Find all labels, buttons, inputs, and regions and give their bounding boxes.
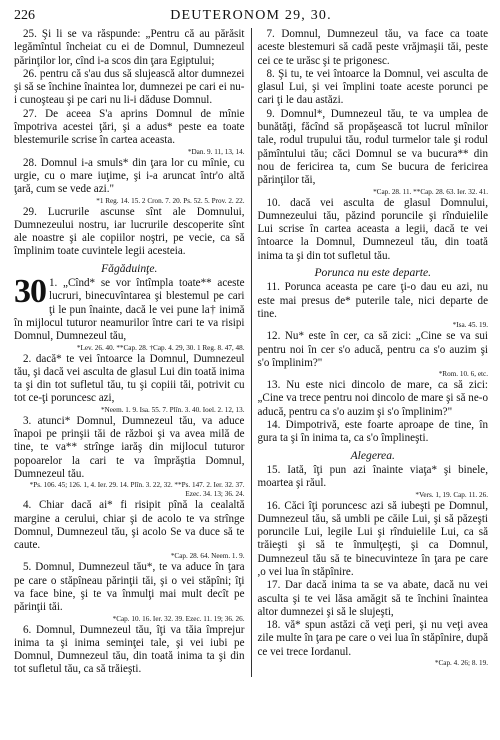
cross-reference-footnote: *Isa. 45. 19. bbox=[452, 321, 488, 330]
verse: 15. Iată, îţi pun azi înainte viaţa* şi binele, moartea şi răul. bbox=[257, 463, 488, 490]
verse: 6. Domnul, Dumnezeul tău, îţi va tăia împrejur inima ta şi inima seminţei tale, şi vei iubi pe Domnul, Dumnezeul tău, din toată inima ta şi din tot sufletul tău, ca să trăieşti. bbox=[14, 623, 245, 676]
verse: 8. Şi tu, te vei întoarce la Domnul, vei asculta de glasul Lui, şi vei împlini toate aceste porunci pe cari ţi le dau astăzi. bbox=[257, 67, 488, 107]
section-heading: Alegerea. bbox=[350, 448, 395, 462]
cross-reference-footnote: *Ps. 106. 45; 126. 1, 4. Ier. 29. 14. Plîn. 3. 22, 32. **Ps. 147. 2. Ier. 32. 37. Ezec. 34. 13; 36. 24. bbox=[29, 481, 245, 499]
cross-reference-footnote: *Cap. 10. 16. Ier. 32. 39. Ezec. 11. 19; 36. 26. bbox=[112, 614, 245, 623]
chapter-number: 30 bbox=[14, 273, 46, 311]
verse: 17. Dar dacă inima ta se va abate, dacă nu vei asculta şi te vei lăsa amăgit să te închini înaintea altor dumnezei şi să le slujeşti, bbox=[257, 579, 488, 618]
verse: 14. Dimpotrivă, este foarte aproape de tine, în gura ta şi în inima ta, ca s'o împlineşti. bbox=[257, 419, 488, 445]
verse: 7. Domnul, Dumnezeul tău, va face ca toate aceste blestemuri să cadă peste vrăjmaşii tăi, peste cei ce te urăsc şi te prigonesc. bbox=[257, 28, 488, 67]
cross-reference-footnote: *Cap. 28. 64. Neem. 1. 9. bbox=[170, 552, 245, 561]
cross-reference-footnote: *Cap. 28. 11. **Cap. 28. 63. Ier. 32. 41. bbox=[373, 187, 488, 196]
cross-reference-footnote: *Lev. 26. 40. **Cap. 28. †Cap. 4. 29, 30. 1 Reg. 8. 47, 48. bbox=[76, 343, 245, 352]
verse: 4. Chiar dacă ai* fi risipit pînă la cealaltă margine a cerului, chiar şi de acolo te va strînge Domnul, Dumnezeul tău, şi acolo Se va duce să te caute. bbox=[14, 499, 245, 552]
chapter-start-verse bbox=[14, 273, 245, 343]
verse: 10. dacă vei asculta de glasul Domnului, Dumnezeului tău, păzind poruncile şi rînduielile Lui scrise în cartea aceasta a legii, dacă te vei întoarce la Domnul, Dumnezeul tău, din toată inima ta şi din tot sufletul tău. bbox=[257, 196, 488, 262]
cross-reference-footnote: *Cap. 4. 26; 8. 19. bbox=[434, 659, 488, 668]
verse-text: 1. „Cînd* se vor întîmpla toate** aceste lucruri, binecuvîntarea şi blestemul pe cari ţi le pun înainte, dacă le vei pune la† inimă în mijlocul tuturor neamurilor între cari te va risipi Domnul, Dumnezeul tău, bbox=[14, 277, 245, 343]
verse: 5. Domnul, Dumnezeul tău*, te va aduce în ţara pe care o stăpîneau părinţii tăi, şi o vei stăpîni; îţi va face bine, şi te va înmulţi mai mult decît pe părinţii tăi. bbox=[14, 561, 245, 614]
left-column bbox=[14, 28, 251, 677]
cross-reference-footnote: *1 Reg. 14. 15. 2 Cron. 7. 20. Ps. 52. 5. Prov. 2. 22. bbox=[96, 196, 245, 205]
verse: 28. Domnul i-a smuls* din ţara lor cu mînie, cu urgie, cu o mare iuţime, şi i-a aruncat într'o altă ţară, cum se vede azi." bbox=[14, 156, 245, 196]
two-column-body bbox=[14, 28, 488, 677]
verse: 11. Porunca aceasta pe care ţi-o dau eu azi, nu este mai presus de* puterile tale, nici departe de tine. bbox=[257, 281, 488, 320]
cross-reference-footnote: *Neem. 1. 9. Isa. 55. 7. Plîn. 3. 40. Ioel. 2. 12, 13. bbox=[100, 405, 245, 414]
verse: 26. pentru că s'au dus să slujească altor dumnezei şi să se închine înaintea lor, dumnezei pe cari ei nu-i cunoşteau şi pe cari nu li-i dăduse Domnul. bbox=[14, 67, 245, 107]
verse: 16. Căci îţi poruncesc azi să iubeşti pe Domnul, Dumnezeul tău, să umbli pe căile Lui, şi să păzeşti poruncile Lui, legile Lui şi rînduielile Lui, ca să trăieşti şi să te înmulţeşti, şi ca Domnul, Dumnezeul tău să te binecuvinteze în ţara pe care ,o vei lua în stăpînire. bbox=[257, 499, 488, 578]
verse: 2. dacă* te vei întoarce la Domnul, Dumnezeul tău, şi dacă vei asculta de glasul Lui din toată inima ta şi din tot sufletul tău, tu şi copiii tăi, potrivit cu tot ce-ţi poruncesc azi, bbox=[14, 352, 245, 405]
cross-reference-footnote: *Vers. 1, 19. Cap. 11. 26. bbox=[415, 490, 488, 499]
section-heading: Făgăduinţe. bbox=[101, 261, 158, 275]
running-title: DEUTERONOM 29, 30. bbox=[170, 8, 332, 23]
verse: 13. Nu este nici dincolo de mare, ca să zici: „Cine va trece pentru noi dincolo de mare şi să ne-o aducă, pentru ca s'o auzim şi s'o împlinim?" bbox=[257, 379, 488, 418]
verse: 27. De aceea S'a aprins Domnul de mînie împotriva acestei ţări, şi a adus* peste ea toate blestemurile scrise în cartea aceasta. bbox=[14, 107, 245, 147]
page-number: 226 bbox=[14, 8, 35, 23]
verse: 25. Şi li se va răspunde: „Pentru că au părăsit legămîntul încheiat cu ei de Domnul, Dumnezeul părinţilor lor, cînd i-a scos din ţara Egiptului; bbox=[14, 28, 245, 67]
right-column bbox=[251, 28, 489, 677]
cross-reference-footnote: *Rom. 10. 6, etc. bbox=[438, 370, 488, 379]
section-heading: Porunca nu este departe. bbox=[314, 266, 432, 280]
verse: 12. Nu* este în cer, ca să zici: „Cine se va sui pentru noi în cer s'o aducă, pentru ca s'o auzim şi s'o împlinim?" bbox=[257, 330, 488, 369]
page-header bbox=[14, 8, 488, 26]
verse: 18. vă* spun astăzi că veţi peri, şi nu veţi avea zile multe în ţara pe care o vei lua în stăpînire, după ce vei trece Iordanul. bbox=[257, 619, 488, 658]
verse: 29. Lucrurile ascunse sînt ale Domnului, Dumnezeului nostru, iar lucrurile descoperite sînt ale noastre şi ale copiilor noştri, pe vecie, ca să împlinim toate cuvintele legii acesteia. bbox=[14, 205, 245, 258]
cross-reference-footnote: *Dan. 9. 11, 13, 14. bbox=[187, 147, 245, 156]
verse: 9. Domnul*, Dumnezeul tău, te va umplea de bunătăţi, făcînd să propăşească tot lucrul mînilor tale, rodul trupului tău, rodul turmelor tale şi rodul pămîntului tău; căci Domnul se va bucura** din nou de fericirea ta, cum Se bucura de fericirea părinţilor tăi, bbox=[257, 107, 488, 187]
verse: 3. atunci* Domnul, Dumnezeul tău, va aduce înapoi pe prinşii tăi de război şi va avea milă de tine, te va** strînge iarăş din mijlocul tuturor popoarelor la cari te va împrăştia Domnul, Dumnezeul tău. bbox=[14, 414, 245, 480]
